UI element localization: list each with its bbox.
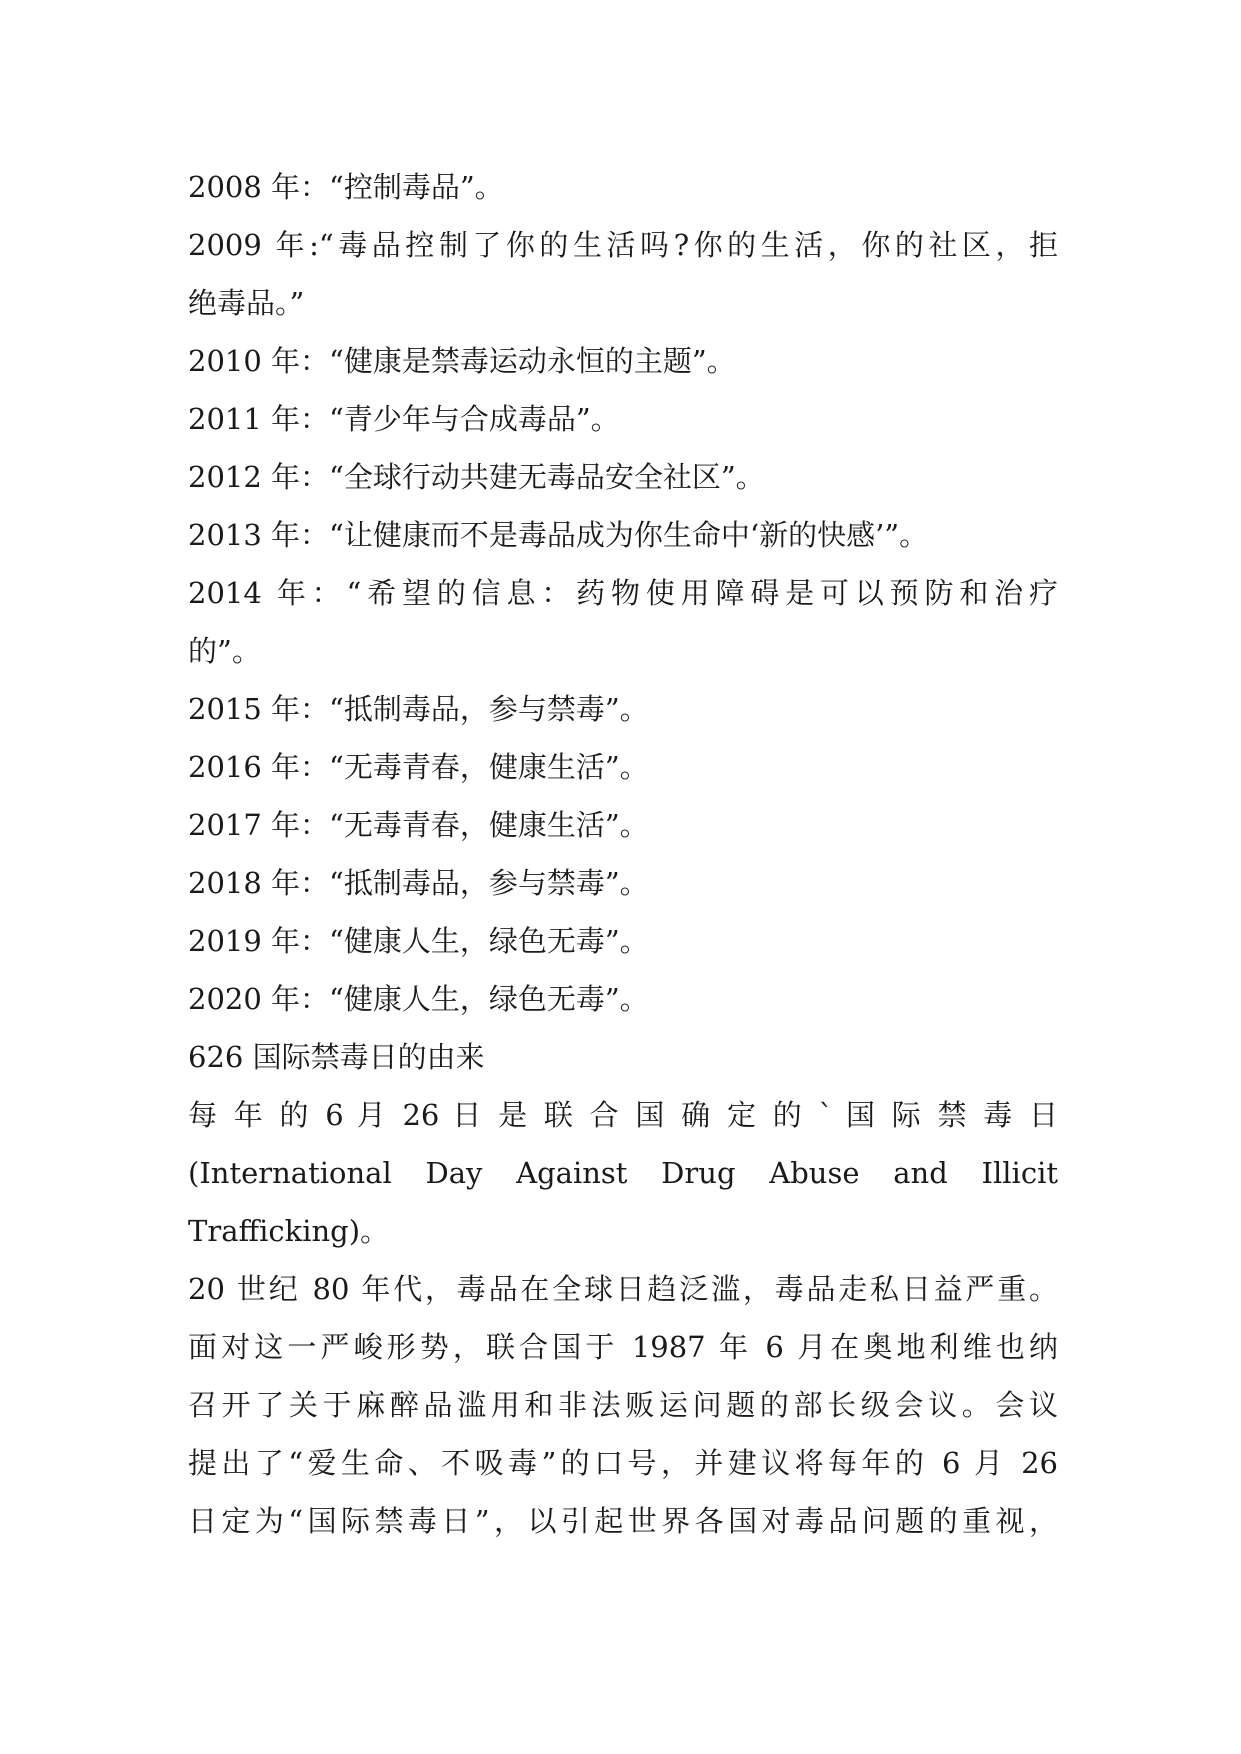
- document-body: [188, 158, 1058, 1550]
- text-line: 2010 年：“健康是禁毒运动永恒的主题”。: [188, 344, 736, 378]
- text-line: Trafficking)。: [188, 1214, 390, 1248]
- text-line: 2013 年：“让健康而不是毒品成为你生命中‘新的快感’”。: [188, 518, 929, 552]
- text-line: 2009 年:“毒品控制了你的生活吗?你的生活，你的社区，拒: [188, 228, 1058, 262]
- text-line: 2008 年：“控制毒品”。: [188, 170, 504, 204]
- text-line: 2015 年：“抵制毒品，参与禁毒”。: [188, 692, 649, 726]
- text-line: 2019 年：“健康人生，绿色无毒”。: [188, 924, 649, 958]
- section-heading: 626 国际禁毒日的由来: [188, 1040, 485, 1074]
- text-line: 2014 年：“希望的信息：药物使用障碍是可以预防和治疗: [188, 576, 1058, 610]
- text-line: 2012 年：“全球行动共建无毒品安全社区”。: [188, 460, 765, 494]
- text-line: 提出了“爱生命、不吸毒”的口号，并建议将每年的 6 月 26: [188, 1446, 1058, 1480]
- text-line: 2017 年：“无毒青春，健康生活”。: [188, 808, 649, 842]
- text-line: 召开了关于麻醉品滥用和非法贩运问题的部长级会议。会议: [188, 1388, 1058, 1422]
- text-line: 2018 年：“抵制毒品，参与禁毒”。: [188, 866, 649, 900]
- text-line: 面对这一严峻形势，联合国于 1987 年 6 月在奥地利维也纳: [188, 1330, 1058, 1364]
- text-line: (International Day Against Drug Abuse and Illicit: [188, 1156, 1058, 1190]
- text-line: 2011 年：“青少年与合成毒品”。: [188, 402, 620, 436]
- text-line: 的”。: [188, 634, 261, 668]
- text-line: 绝毒品。”: [188, 286, 305, 320]
- text-line: 日定为“国际禁毒日”，以引起世界各国对毒品问题的重视，: [188, 1504, 1058, 1538]
- text-line: 20 世纪 80 年代，毒品在全球日趋泛滥，毒品走私日益严重。: [188, 1272, 1058, 1306]
- text-line: 2016 年：“无毒青春，健康生活”。: [188, 750, 649, 784]
- text-line: 2020 年：“健康人生，绿色无毒”。: [188, 982, 649, 1016]
- text-line: 每 年 的 6 月 26 日 是 联 合 国 确 定 的 ` 国 际 禁 毒 日: [188, 1098, 1058, 1132]
